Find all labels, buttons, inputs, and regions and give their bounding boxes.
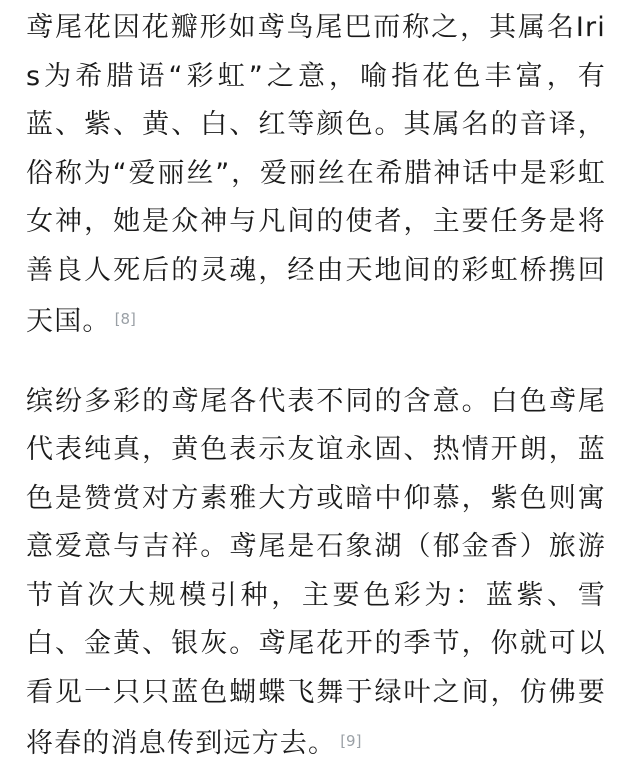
paragraph-text: 缤纷多彩的鸢尾各代表不同的含意。白色鸢尾代表纯真，黄色表示友谊永固、热情开朗，蓝色是赞赏对方素雅大方或暗中仰慕，紫色则寓意爱意与吉祥。鸢尾是石象湖（郁金香）旅游节首次大规模引种，主要色彩为：蓝紫、雪白、金黄、银灰。鸢尾花开的季节，你就可以看见一只只蓝色蝴蝶飞舞于绿叶之间，仿佛要将春的消息传到远方去。: [26, 385, 606, 759]
citation-link[interactable]: [8]: [114, 310, 136, 328]
paragraph-iris-name-origin: [26, 4, 606, 347]
paragraph-iris-color-meanings: [26, 378, 606, 769]
article-body: [26, 4, 606, 769]
citation-link[interactable]: [9]: [340, 732, 362, 750]
paragraph-text: 鸢尾花因花瓣形如鸢鸟尾巴而称之，其属名Iris为希腊语“彩虹”之意，喻指花色丰富，有蓝、紫、黄、白、红等颜色。其属名的音译，俗称为“爱丽丝”，爱丽丝在希腊神话中是彩虹女神，她是众神与凡间的使者，主要任务是将善良人死后的灵魂，经由天地间的彩虹桥携回天国。: [26, 12, 606, 337]
